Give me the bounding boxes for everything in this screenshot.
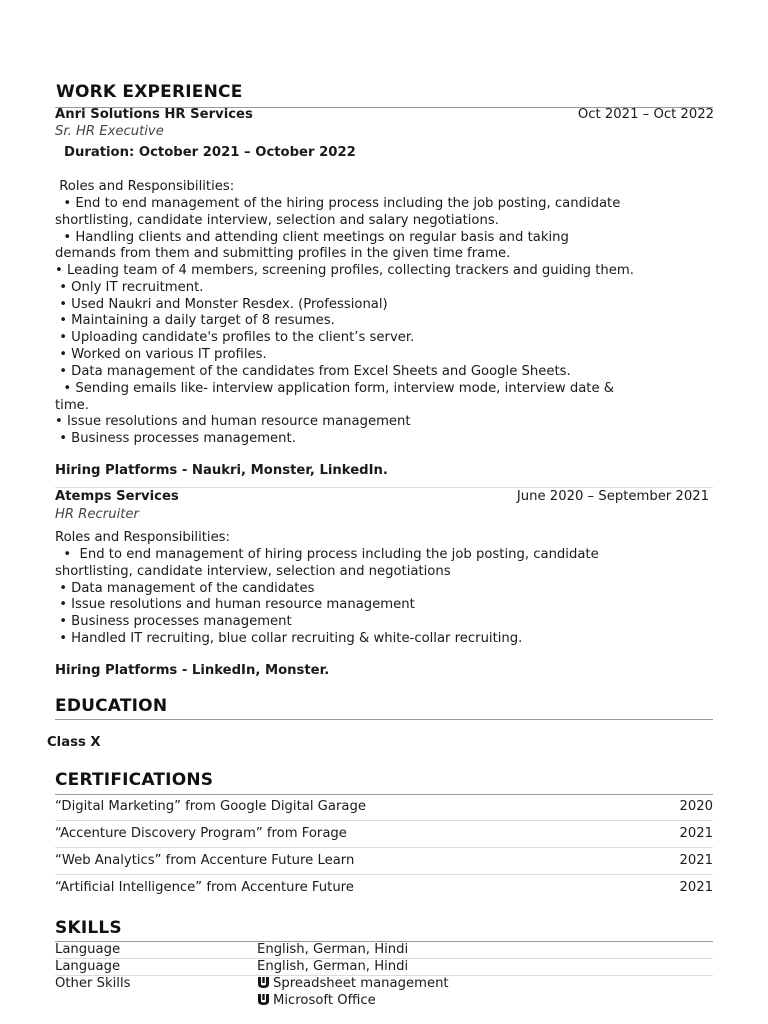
job1-duration: [64, 145, 356, 160]
list-item: • Business processes management.: [55, 431, 296, 446]
skill-value-row: [257, 993, 376, 1008]
job1-dates: Oct 2021 – Oct 2022: [577, 107, 714, 122]
job1-hiring-platforms: Hiring Platforms - Naukri, Monster, LinkedIn.: [55, 463, 388, 478]
row-divider: [55, 820, 713, 821]
list-item: • Handling clients and attending client meetings on regular basis and taking: [55, 230, 569, 245]
list-item: • Leading team of 4 members, screening profiles, collecting trackers and guiding them.: [55, 263, 634, 278]
list-item: shortlisting, candidate interview, selection and salary negotiations.: [55, 213, 499, 228]
list-item: • Data management of the candidates from Excel Sheets and Google Sheets.: [55, 364, 571, 379]
skill-value: English, German, Hindi: [257, 942, 409, 957]
work-experience-heading: WORK EXPERIENCE: [56, 82, 243, 102]
job2-hiring-platforms: Hiring Platforms - LinkedIn, Monster.: [55, 663, 330, 678]
education-heading: EDUCATION: [55, 696, 168, 716]
skill-value-row: [257, 976, 449, 991]
list-item: • Uploading candidate's profiles to the client’s server.: [55, 330, 415, 345]
u-shaped-bullet-icon: [257, 976, 270, 989]
certifications-heading: CERTIFICATIONS: [55, 770, 214, 790]
list-item: • Business processes management: [55, 614, 292, 629]
job1-title: Sr. HR Executive: [55, 124, 164, 139]
skill-label: Language: [55, 942, 121, 957]
education-item: Class X: [47, 735, 101, 750]
certification-year: 2021: [679, 880, 713, 895]
certification-year: 2021: [679, 826, 713, 841]
certification-name: “Web Analytics” from Accenture Future Learn: [55, 853, 355, 868]
row-divider: [55, 847, 713, 848]
duration-value: : October 2021 – October 2022: [129, 145, 356, 160]
job-divider: [55, 487, 713, 488]
job2-dates: June 2020 – September 2021: [516, 489, 709, 504]
list-item: • End to end management of hiring process including the job posting, candidate: [55, 547, 599, 562]
job2-company: Atemps Services: [55, 489, 179, 504]
skill-label: Other Skills: [55, 976, 131, 991]
list-item: shortlisting, candidate interview, selection and negotiations: [55, 564, 451, 579]
certification-name: “Artificial Intelligence” from Accenture Future: [55, 880, 354, 895]
certification-name: “Accenture Discovery Program” from Forage: [55, 826, 347, 841]
job1-company: Anri Solutions HR Services: [55, 107, 253, 122]
list-item: • Handled IT recruiting, blue collar recruiting & white-collar recruiting.: [55, 631, 523, 646]
row-divider: [55, 874, 713, 875]
skill-value: Spreadsheet management: [273, 976, 449, 991]
list-item: • Data management of the candidates: [55, 581, 315, 596]
list-item: • Only IT recruitment.: [55, 280, 204, 295]
list-item: • End to end management of the hiring process including the job posting, candidate: [55, 196, 621, 211]
section-divider: [55, 719, 713, 720]
skills-heading: SKILLS: [55, 918, 122, 938]
list-item: • Maintaining a daily target of 8 resumes.: [55, 313, 335, 328]
certification-year: 2021: [679, 853, 713, 868]
list-item: • Used Naukri and Monster Resdex. (Professional): [55, 297, 388, 312]
duration-label: Duration: [64, 145, 130, 160]
skill-value: English, German, Hindi: [257, 959, 409, 974]
certification-year: 2020: [679, 799, 713, 814]
job2-title: HR Recruiter: [55, 507, 139, 522]
section-divider: [55, 794, 713, 795]
skill-value: Microsoft Office: [273, 993, 376, 1008]
list-item: Roles and Responsibilities:: [55, 179, 235, 194]
u-shaped-bullet-icon: [257, 993, 270, 1006]
list-item: • Issue resolutions and human resource management: [55, 597, 415, 612]
skill-label: Language: [55, 959, 121, 974]
certification-name: “Digital Marketing” from Google Digital Garage: [55, 799, 366, 814]
list-item: Roles and Responsibilities:: [55, 530, 230, 545]
list-item: demands from them and submitting profiles in the given time frame.: [55, 246, 511, 261]
list-item: time.: [55, 398, 89, 413]
list-item: • Worked on various IT profiles.: [55, 347, 267, 362]
list-item: • Sending emails like- interview application form, interview mode, interview date &: [55, 381, 615, 396]
list-item: • Issue resolutions and human resource management: [55, 414, 411, 429]
